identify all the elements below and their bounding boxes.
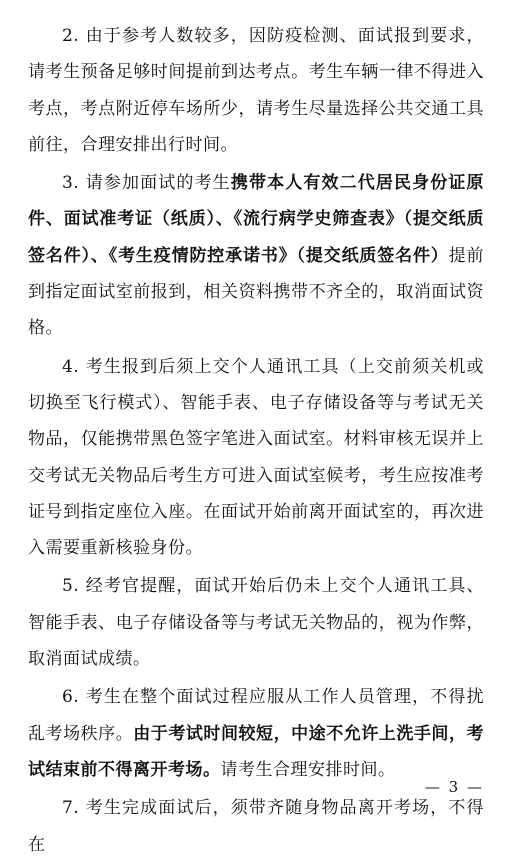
paragraph-7 [28, 790, 484, 863]
paragraph-3-text-b: 提前到指定面试室前报到，相关资料携带不齐全的，取消面试资格。 [28, 245, 485, 339]
document-body [28, 18, 484, 865]
paragraph-4-text: 4. 考生报到后须上交个人通讯工具（上交前须关机或切换至飞行模式）、智能手表、电子存储设备等与考试无关物品，仅能携带黑色签字笔进入面试室。材料审核无误并上交考试无关物品后考生方可进入面试室候考，考生应按准考证号到指定座位入座。在面试开始前离开面试室的，再次进入需要重新核验身份。 [28, 356, 484, 559]
paragraph-5-text: 5. 经考官提醒，面试开始后仍未上交个人通讯工具、智能手表、电子存储设备等与考试无关物品的，视为作弊，取消面试成绩。 [28, 576, 484, 670]
paragraph-2-text: 2. 由于参考人数较多，因防疫检测、面试报到要求，请考生预备足够时间提前到达考点。考生车辆一律不得进入考点，考点附近停车场所少，请考生尽量选择公共交通工具前往，合理安排出行时间。 [28, 26, 484, 155]
paragraph-6-text-a: 6. 考生在整个面试过程应服从工作人员管理，不得扰乱考场秩序。 [28, 687, 484, 744]
paragraph-6-text-b: 请考生合理安排时间。 [220, 759, 396, 780]
paragraph-6 [28, 679, 484, 788]
paragraph-3-text-a: 3. 请参加面试的考生 [62, 173, 231, 194]
paragraph-3-bold-requirements: 携带本人有效二代居民身份证原件、面试准考证（纸质）、《流行病学史筛查表》（提交纸质签名件）、《考生疫情防控承诺书》（提交纸质签名件） [28, 173, 485, 266]
page-number: — 3 — [424, 778, 484, 796]
paragraph-6-bold-notice: 由于考试时间较短，中途不允许上洗手间，考试结束前不得离开考场。 [28, 723, 485, 780]
paragraph-5 [28, 568, 484, 677]
paragraph-4 [28, 349, 484, 567]
paragraph-2 [28, 18, 484, 163]
paragraph-7-text: 7. 考生完成面试后，须带齐随身物品离开考场，不得在 [28, 798, 484, 855]
paragraph-3 [28, 165, 484, 346]
